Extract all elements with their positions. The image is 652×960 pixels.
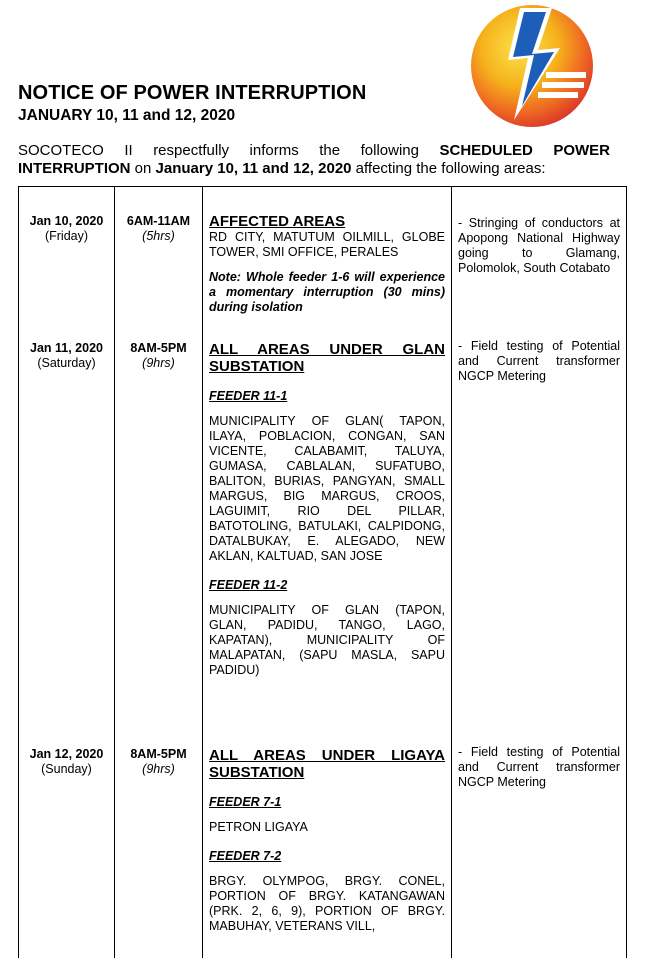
feeder-areas: MUNICIPALITY OF GLAN( TAPON, ILAYA, POBLACION, CONGAN, SAN VICENTE, CALABAMIT, TALUYA, GUMASA, CABLALAN, SUFATUBO, BALITON, BURIAS, PANGYAN, SMALL MARGUS, BIG MARGUS, CROOS, LAGUIMIT, RIO DEL PILLAR, BATOTOLING, BATULAKI, CALPIDONG, DATALBUKAY, E. ALEGADO, NEW AKLAN, KALTUAD, SAN JOSE xyxy=(209,413,445,563)
work-cell xyxy=(452,187,627,337)
duration: (5hrs) xyxy=(142,229,175,243)
intro-dates: January 10, 11 and 12, 2020 xyxy=(155,160,352,177)
page-title: NOTICE OF POWER INTERRUPTION xyxy=(18,82,367,104)
time-cell xyxy=(115,337,203,743)
work-cell xyxy=(452,337,627,743)
time: 6AM-11AM xyxy=(126,214,191,228)
intro-scheduled: SCHEDULED POWER INTERRUPTION xyxy=(18,142,610,177)
feeder-title: FEEDER 11-1 xyxy=(209,388,288,403)
work-description: - Field testing of Potential and Current transformer NGCP Metering xyxy=(458,744,620,789)
date: Jan 11, 2020 xyxy=(30,340,103,355)
feeder-title: FEEDER 11-2 xyxy=(209,577,288,592)
intro-text-2: on xyxy=(130,160,156,177)
areas-note: Note: Whole feeder 1-6 will experience a momentary interruption (30 mins) during isolation xyxy=(209,270,445,314)
day: (Saturday) xyxy=(37,355,96,370)
areas-heading: AFFECTED AREAS xyxy=(209,213,346,230)
areas-heading: ALL AREAS UNDER LIGAYA SUBSTATION xyxy=(209,746,445,781)
work-description: - Stringing of conductors at Apopong National Highway going to Glamang, Polomolok, South Cotabato xyxy=(458,216,620,275)
date-cell xyxy=(19,337,115,743)
time-cell xyxy=(115,187,203,337)
day: (Sunday) xyxy=(41,761,92,776)
areas-heading: ALL AREAS UNDER GLAN SUBSTATION xyxy=(209,340,445,375)
intro-text-1: SOCOTECO II respectfully informs the following xyxy=(18,142,440,159)
feeder-title: FEEDER 7-2 xyxy=(209,848,282,863)
areas-cell xyxy=(203,187,452,337)
time: 8AM-5PM xyxy=(130,340,187,355)
schedule-row-jan12 xyxy=(19,743,627,959)
areas-cell xyxy=(203,337,452,743)
page-subtitle: JANUARY 10, 11 and 12, 2020 xyxy=(18,107,236,124)
feeder-areas: BRGY. OLYMPOG, BRGY. CONEL, PORTION OF BRGY. KATANGAWAN (PRK. 2, 6, 9), PORTION OF BRGY. MABUHAY, VETERANS VILL, xyxy=(209,873,445,933)
areas-cell xyxy=(203,743,452,959)
schedule-row-jan10 xyxy=(19,187,627,337)
time-cell xyxy=(115,743,203,959)
duration: (9hrs) xyxy=(142,761,175,776)
date-cell xyxy=(19,743,115,959)
intro-paragraph xyxy=(18,142,610,178)
work-cell xyxy=(452,743,627,959)
duration: (9hrs) xyxy=(142,355,175,370)
work-description: - Field testing of Potential and Current transformer NGCP Metering xyxy=(458,338,620,383)
schedule-table xyxy=(18,186,627,958)
areas-list: RD CITY, MATUTUM OILMILL, GLOBE TOWER, SMI OFFICE, PERALES xyxy=(209,230,445,259)
feeder-areas: MUNICIPALITY OF GLAN (TAPON, GLAN, PADIDU, TANGO, LAGO, KAPATAN), MUNICIPALITY OF MALAPATAN, (SAPU MASLA, SAPU PADIDU) xyxy=(209,602,445,677)
feeder-title: FEEDER 7-1 xyxy=(209,794,282,809)
intro-text-3: affecting the following areas: xyxy=(351,160,546,177)
time: 8AM-5PM xyxy=(130,746,187,761)
date: Jan 10, 2020 xyxy=(29,214,104,228)
feeder-areas: PETRON LIGAYA xyxy=(209,819,308,834)
lightning-bolt-logo-icon xyxy=(468,2,596,130)
day: (Friday) xyxy=(44,229,89,243)
schedule-row-jan11 xyxy=(19,337,627,743)
date: Jan 12, 2020 xyxy=(29,746,104,761)
date-cell xyxy=(19,187,115,337)
